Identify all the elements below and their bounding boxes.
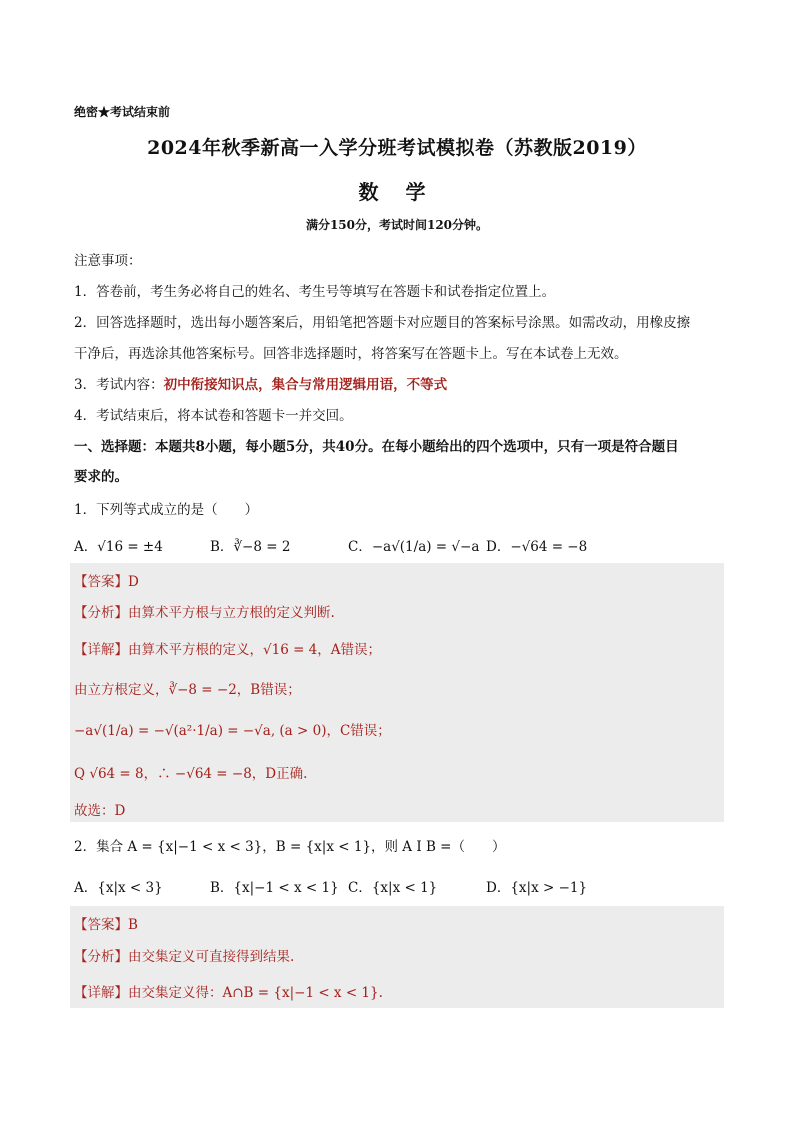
- exam-title: 2024年秋季新高一入学分班考试模拟卷（苏教版2019）: [147, 137, 647, 159]
- q1-detail-label: 【详解】: [74, 642, 128, 658]
- q1-detail-text: 由算术平方根的定义，√16 = 4，A错误；: [128, 642, 382, 658]
- q1-answer-value: D: [128, 574, 139, 590]
- section-1-line-1: 一、选择题：本题共8小题，每小题5分，共40分。在每小题给出的四个选项中，只有一项是符合题目: [74, 439, 679, 455]
- subject-title: 数 学: [358, 180, 436, 204]
- q1-analysis-label: 【分析】: [74, 605, 128, 621]
- notes-item-3-prefix: 3．考试内容：: [74, 377, 164, 393]
- q2-stem: 2．集合 A = {x|−1 < x < 3}，B = {x|x < 1}，则 A I B =（ ）: [74, 839, 506, 855]
- q1-analysis-text: 由算术平方根与立方根的定义判断.: [128, 605, 335, 621]
- q1-option-d: D．−√64 = −8: [486, 539, 588, 555]
- q2-answer: [74, 913, 138, 933]
- q1-analysis: [74, 601, 335, 621]
- q2-option-c: C．{x|x < 1}: [348, 880, 438, 896]
- q2-detail-text: 由交集定义得：A∩B = {x|−1 < x < 1}.: [128, 985, 383, 1001]
- notes-item-2-line-2: 干净后，再选涂其他答案标号。回答非选择题时，将答案写在答题卡上。写在本试卷上无效。: [74, 346, 628, 362]
- q2-answer-value: B: [128, 917, 138, 933]
- q1-detail-line-3: −a√(1/a) = −√(a²·1/a) = −√a, (a > 0)，C错误；: [74, 723, 391, 739]
- q1-detail-line-2: 由立方根定义，∛−8 = −2，B错误；: [74, 682, 301, 698]
- score-info: 满分150分，考试时间120分钟。: [305, 218, 489, 232]
- q1-detail-line-4: Q √64 = 8，∴ −√64 = −8，D正确.: [74, 766, 308, 782]
- secret-label: 绝密★考试结束前: [74, 105, 171, 119]
- notes-item-1: 1．答卷前，考生务必将自己的姓名、考生号等填写在答题卡和试卷指定位置上。: [74, 284, 556, 300]
- q1-conclusion: 故选：D: [74, 803, 126, 819]
- q1-option-c: C．−a√(1/a) = √−a: [348, 539, 480, 555]
- q1-answer-box: [70, 563, 724, 822]
- q2-detail-label: 【详解】: [74, 985, 128, 1001]
- q2-analysis-label: 【分析】: [74, 949, 128, 965]
- q1-stem: 1．下列等式成立的是（ ）: [74, 502, 259, 518]
- q2-answer-box: [70, 906, 724, 1008]
- notes-item-3: [74, 373, 447, 393]
- q1-option-a: A．√16 = ±4: [74, 539, 163, 555]
- q2-detail: [74, 981, 383, 1001]
- q2-analysis: [74, 945, 294, 965]
- q1-option-b: B．∛−8 = 2: [210, 539, 291, 555]
- q2-option-b: B．{x|−1 < x < 1}: [210, 880, 339, 896]
- exam-content: 初中衔接知识点，集合与常用逻辑用语，不等式: [163, 377, 448, 393]
- notes-item-2-line-1: 2．回答选择题时，选出每小题答案后，用铅笔把答题卡对应题目的答案标号涂黑。如需改动，用橡皮擦: [74, 315, 691, 331]
- q2-answer-label: 【答案】: [74, 917, 128, 933]
- q1-answer-label: 【答案】: [74, 574, 128, 590]
- q1-detail: [74, 638, 381, 658]
- section-1-line-2: 要求的。: [74, 469, 128, 485]
- notes-heading: 注意事项：: [74, 253, 142, 269]
- q1-answer: [74, 570, 139, 590]
- q2-option-d: D．{x|x > −1}: [486, 880, 588, 896]
- q2-analysis-text: 由交集定义可直接得到结果.: [128, 949, 295, 965]
- notes-item-4: 4．考试结束后，将本试卷和答题卡一并交回。: [74, 408, 353, 424]
- q2-option-a: A．{x|x < 3}: [74, 880, 163, 896]
